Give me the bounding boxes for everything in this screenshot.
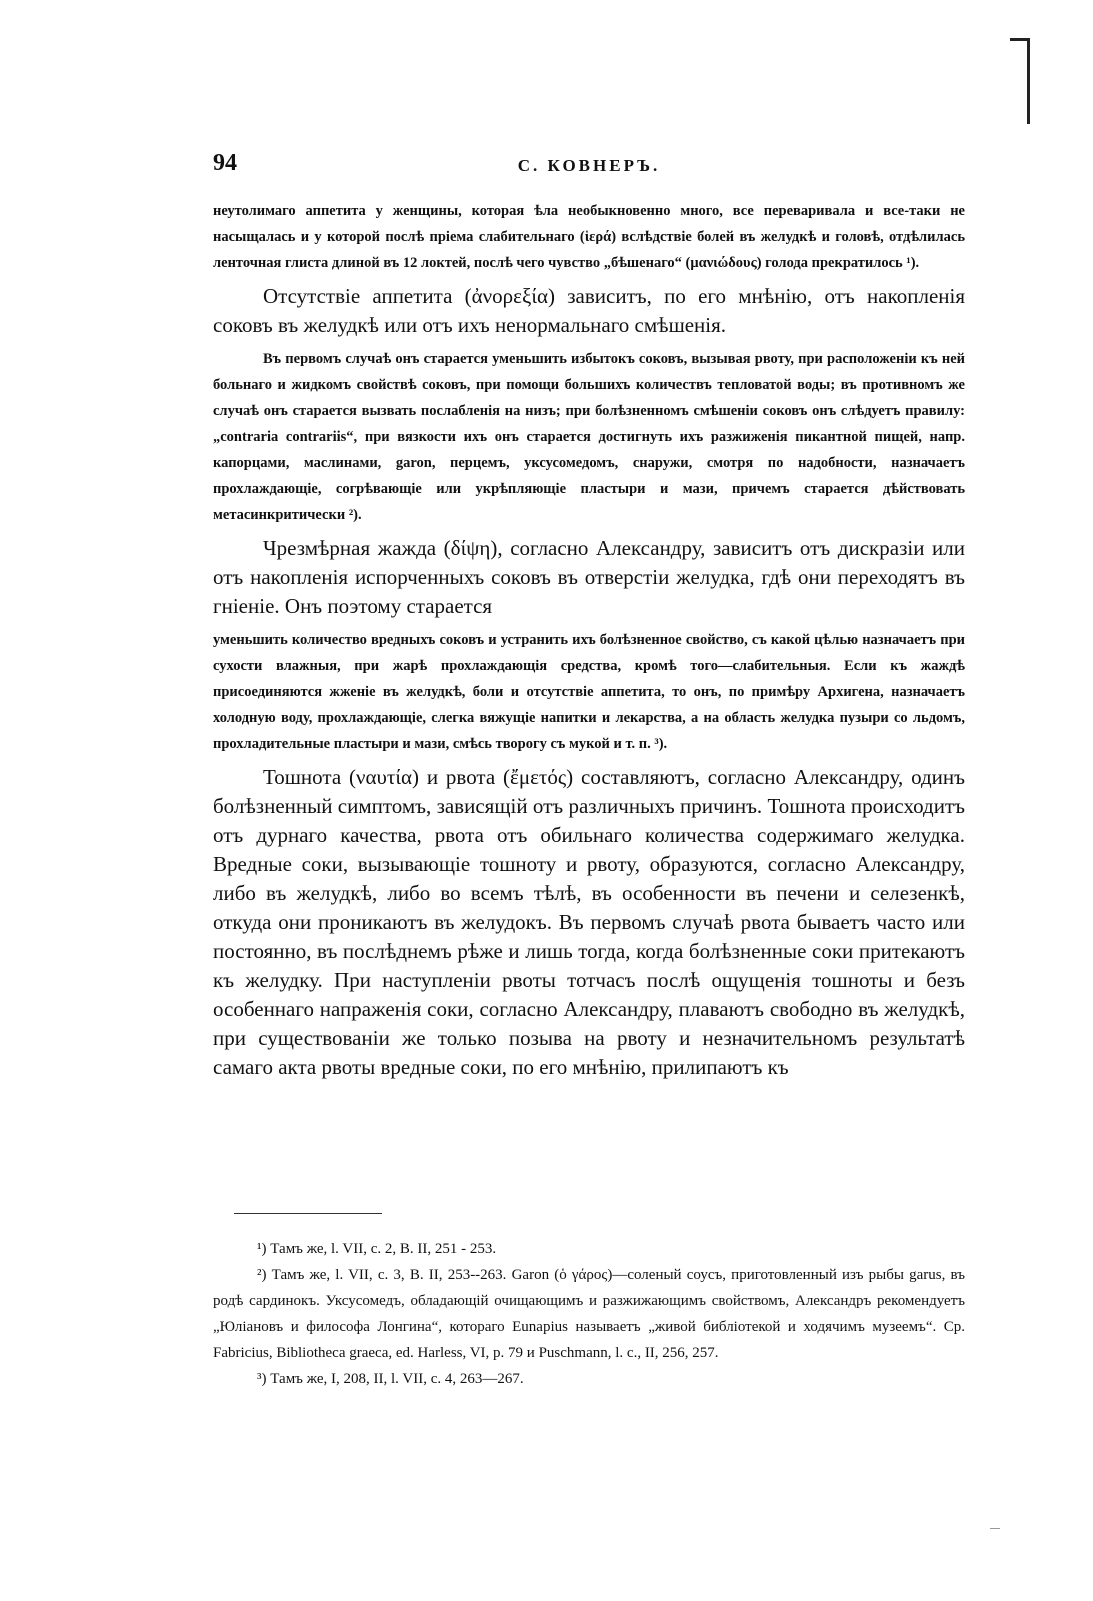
paragraph-anorexia: Отсутствіе аппетита (ἀνορεξία) зависитъ, по его мнѣнію, отъ накопленія соковъ въ желудкѣ или отъ ихъ ненормальнаго смѣшенія.: [213, 284, 965, 337]
footnote-3: ³) Тамъ же, I, 208, II, l. VII, c. 4, 263—267.: [257, 1371, 524, 1387]
footnotes: [213, 1236, 965, 1392]
footnote-divider: [234, 1213, 382, 1214]
paragraph-continuation: неутолимаго аппетита у женщины, которая ѣла необыкновенно много, все переваривала и все-таки не насыщалась и у которой послѣ пріема слабительнаго (ἱερά) вслѣдствіе болей въ желудкѣ и головѣ, отдѣлилась ленточная глиста длиной въ 12 локтей, послѣ чего чувство „бѣшенаго“ (μανιώδους) голода прекратилось ¹).: [213, 203, 965, 271]
running-head: С. КОВНЕРЪ.: [517, 156, 661, 175]
footnote-2: ²) Тамъ же, l. VII, c. 3, B. II, 253--263. Garon (ὁ γάρος)—соленый соусъ, приготовленный изъ рыбы garus, въ родѣ сардинокъ. Уксусомедъ, обладающій очищающимъ и разжижающимъ свойствомъ, Александръ рекомендуетъ „Юліановъ и философа Лонгина“, котораго Eunapius называетъ „живой библіотекой и ходячимъ музеемъ“. Cp. Fabricius, Bibliotheca graeca, ed. Harless, VI, p. 79 и Puschmann, l. c., II, 256, 257.: [213, 1267, 965, 1361]
body-text: [213, 198, 965, 1082]
footnote-1: ¹) Тамъ же, l. VII, c. 2, B. II, 251 - 253.: [257, 1241, 497, 1257]
paragraph-anorexia-treatment: Въ первомъ случаѣ онъ старается уменьшить избытокъ соковъ, вызывая рвоту, при расположеніи къ ней больнаго и жидкомъ свойствѣ соковъ, при помощи большихъ количествъ тепловатой воды; въ противномъ же случаѣ онъ старается вызвать послабленія на низъ; при болѣзненномъ смѣшеніи соковъ онъ слѣдуетъ правилу: „contraria contrariis“, при вязкости ихъ онъ старается достигнуть ихъ разжиженія пикантной пищей, напр. капорцами, маслинами, garon, перцемъ, уксусомедомъ, снаружи, смотря по надобности, назначаетъ прохлаждающіе, согрѣвающіе или укрѣпляющіе пластыри и мази, причемъ старается дѣйствовать метасинкритически ²).: [213, 351, 965, 523]
scan-mark: [990, 1528, 1000, 1529]
paragraph-thirst: Чрезмѣрная жажда (δίψη), согласно Александру, зависитъ отъ дискразіи или отъ накопленія испорченныхъ соковъ въ отверстіи желудка, гдѣ они переходятъ въ гніеніе. Онъ поэтому старается: [213, 536, 965, 618]
paragraph-nausea-vomiting: Тошнота (ναυτία) и рвота (ἔμετός) составляютъ, согласно Александру, одинъ болѣзненный симптомъ, зависящій отъ различныхъ причинъ. Тошнота происходитъ отъ дурнаго качества, рвота отъ обильнаго количества содержимаго желудка. Вредные соки, вызывающіе тошноту и рвоту, образуются, согласно Александру, либо въ желудкѣ, либо во всемъ тѣлѣ, въ особенности въ печени и селезенкѣ, откуда они проникаютъ въ желудокъ. Въ первомъ случаѣ рвота бываетъ часто или постоянно, въ послѣднемъ рѣже и лишь тогда, когда болѣзненные соки притекаютъ къ желудку. При наступленіи рвоты тотчасъ послѣ ощущенія тошноты и безъ особеннаго напраженія соки, согласно Александру, плаваютъ свободно въ желудкѣ, при существованіи же только позыва на рвоту и незначительномъ результатѣ самаго акта рвоты вредные соки, по его мнѣнію, прилипаютъ къ: [213, 765, 965, 1079]
paragraph-thirst-treatment: уменьшить количество вредныхъ соковъ и устранить ихъ болѣзненное свойство, съ какой цѣлью назначаетъ при сухости влажныя, при жарѣ прохлаждающія средства, кромѣ того—слабительныя. Если къ жаждѣ присоединяются жженіе въ желудкѣ, боли и отсутствіе аппетита, то онъ, по примѣру Архигена, назначаетъ холодную воду, прохлаждающіе, слегка вяжущіе напитки и лекарства, а на область желудка пузыри со льдомъ, прохладительные пластыри и мази, смѣсь творогу съ мукой и т. п. ³).: [213, 632, 965, 752]
scan-binding-line: [1027, 38, 1030, 124]
page-number: 94: [213, 150, 237, 176]
page-header: [213, 150, 965, 184]
